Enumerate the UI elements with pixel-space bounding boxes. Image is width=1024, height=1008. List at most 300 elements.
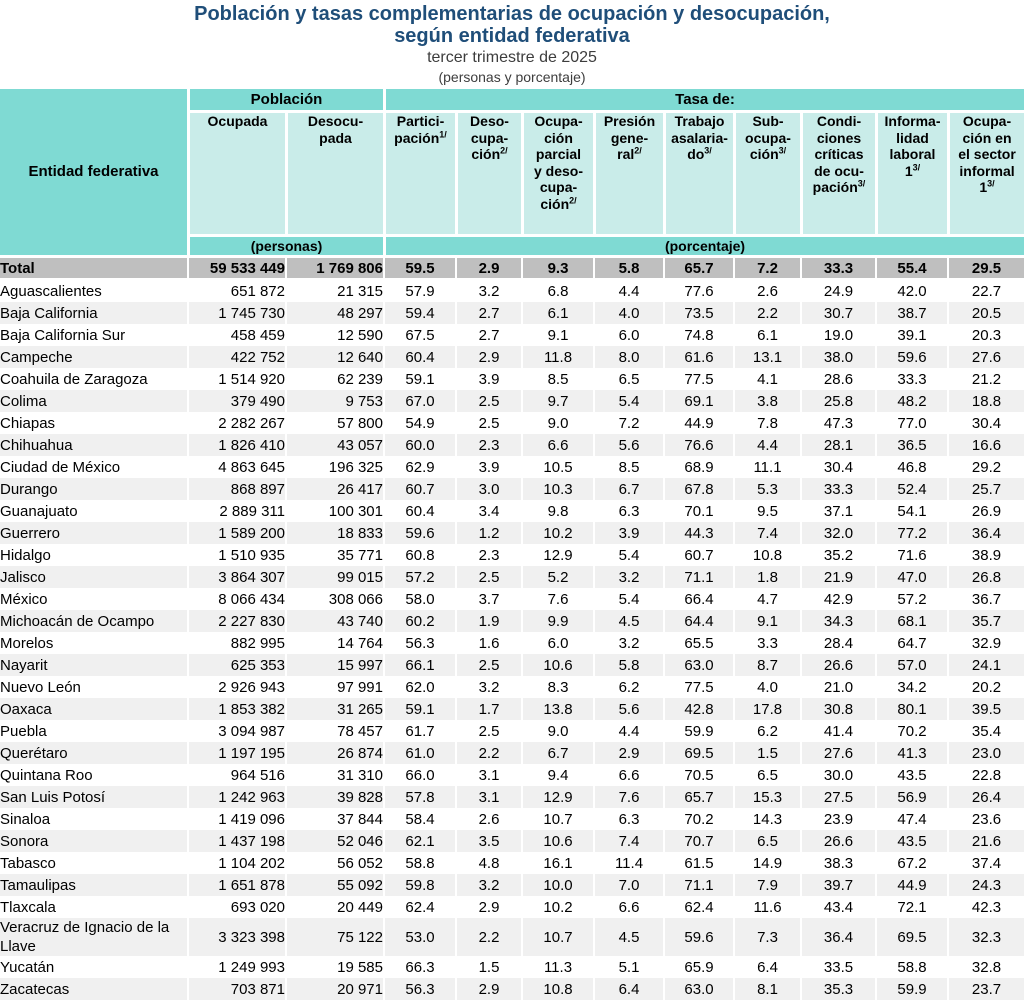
tasa-cell: 4.4: [593, 720, 663, 742]
tasa-cell: 5.8: [593, 654, 663, 676]
entity-cell: San Luis Potosí: [0, 786, 187, 808]
tasa-cell: 34.2: [875, 676, 947, 698]
tasa-cell: 4.7: [733, 588, 800, 610]
tasa-cell: 62.1: [383, 830, 455, 852]
tasa-cell: 10.2: [521, 522, 593, 544]
tasa-cell: 22.8: [947, 764, 1024, 786]
tasa-cell: 18.8: [947, 390, 1024, 412]
tasa-cell: 9.4: [521, 764, 593, 786]
table-row: [0, 544, 1024, 566]
tasa-cell: 10.7: [521, 918, 593, 956]
tasa-cell: 9.7: [521, 390, 593, 412]
desocupada-cell: 308 066: [285, 588, 383, 610]
tasa-cell: 23.7: [947, 978, 1024, 1000]
tasa-cell: 71.1: [663, 874, 733, 896]
tasa-cell: 65.7: [663, 258, 733, 280]
entity-cell: Chihuahua: [0, 434, 187, 456]
tasa-cell: 6.5: [593, 368, 663, 390]
tasa-cell: 7.0: [593, 874, 663, 896]
tasa-cell: 23.9: [800, 808, 875, 830]
tasa-cell: 3.0: [455, 478, 521, 500]
tasa-cell: 54.1: [875, 500, 947, 522]
entity-cell: Durango: [0, 478, 187, 500]
tasa-cell: 58.0: [383, 588, 455, 610]
tasa-cell: 2.6: [455, 808, 521, 830]
tasa-cell: 26.6: [800, 830, 875, 852]
desocupada-cell: 14 764: [285, 632, 383, 654]
tasa-cell: 29.5: [947, 258, 1024, 280]
report-header: [0, 0, 1024, 86]
entity-cell: Veracruz de Ignacio de la Llave: [0, 918, 187, 956]
tasa-cell: 6.1: [733, 324, 800, 346]
entity-cell: Querétaro: [0, 742, 187, 764]
tasa-cell: 11.1: [733, 456, 800, 478]
tasa-cell: 57.0: [875, 654, 947, 676]
ocupada-cell: 2 926 943: [187, 676, 285, 698]
tasa-cell: 6.4: [733, 956, 800, 978]
tasa-cell: 68.9: [663, 456, 733, 478]
report-title-line2: según entidad federativa: [394, 25, 630, 47]
tasa-cell: 11.3: [521, 956, 593, 978]
tasa-cell: 68.1: [875, 610, 947, 632]
table-row: [0, 852, 1024, 874]
tasa-cell: 77.0: [875, 412, 947, 434]
footnote-marker: 3/: [704, 145, 712, 156]
footnote-marker: 2/: [500, 145, 508, 156]
tasa-cell: 33.3: [800, 478, 875, 500]
tasa-cell: 2.7: [455, 302, 521, 324]
tasa-cell: 60.7: [383, 478, 455, 500]
tasa-cell: 4.8: [455, 852, 521, 874]
desocupada-cell: 196 325: [285, 456, 383, 478]
table-row: [0, 324, 1024, 346]
tasa-cell: 21.9: [800, 566, 875, 588]
units-porcentaje: (porcentaje): [383, 237, 1024, 258]
desocupada-cell: 12 640: [285, 346, 383, 368]
table-row: [0, 720, 1024, 742]
tasa-cell: 3.5: [455, 830, 521, 852]
tasa-cell: 6.2: [593, 676, 663, 698]
tasa-cell: 12.9: [521, 544, 593, 566]
tasa-cell: 46.8: [875, 456, 947, 478]
table-row: [0, 302, 1024, 324]
tasa-cell: 33.3: [800, 258, 875, 280]
tasa-cell: 59.6: [875, 346, 947, 368]
footnote-marker: 3/: [857, 178, 866, 189]
tasa-cell: 47.3: [800, 412, 875, 434]
tasa-cell: 48.2: [875, 390, 947, 412]
table-row: [0, 434, 1024, 456]
desocupada-cell: 48 297: [285, 302, 383, 324]
tasa-cell: 9.0: [521, 412, 593, 434]
entity-cell: Campeche: [0, 346, 187, 368]
tasa-cell: 59.6: [663, 918, 733, 956]
tasa-cell: 71.6: [875, 544, 947, 566]
stats-table: [0, 89, 1024, 1000]
tasa-cell: 58.8: [875, 956, 947, 978]
entity-cell: Morelos: [0, 632, 187, 654]
tasa-cell: 9.0: [521, 720, 593, 742]
tasa-cell: 3.2: [593, 632, 663, 654]
entity-header-cell: Entidad federativa: [0, 89, 187, 258]
tasa-cell: 2.9: [455, 896, 521, 918]
tasa-cell: 5.8: [593, 258, 663, 280]
tasa-cell: 62.4: [383, 896, 455, 918]
entity-cell: Oaxaca: [0, 698, 187, 720]
table-row: [0, 654, 1024, 676]
tasa-cell: 8.1: [733, 978, 800, 1000]
tasa-cell: 60.4: [383, 346, 455, 368]
tasa-cell: 42.0: [875, 280, 947, 302]
tasa-cell: 2.5: [455, 390, 521, 412]
tasa-cell: 3.2: [593, 566, 663, 588]
tasa-cell: 54.9: [383, 412, 455, 434]
desocupada-cell: 15 997: [285, 654, 383, 676]
table-row: [0, 786, 1024, 808]
footnote-marker: 3/: [778, 145, 787, 156]
tasa-cell: 4.1: [733, 368, 800, 390]
table-row: [0, 346, 1024, 368]
desocupada-cell: 20 449: [285, 896, 383, 918]
tasa-cell: 3.2: [455, 280, 521, 302]
tasa-cell: 32.8: [947, 956, 1024, 978]
desocupada-cell: 19 585: [285, 956, 383, 978]
tasa-cell: 8.3: [521, 676, 593, 698]
tasa-cell: 42.9: [800, 588, 875, 610]
tasa-cell: 12.9: [521, 786, 593, 808]
ocupada-cell: 1 514 920: [187, 368, 285, 390]
tasa-cell: 10.6: [521, 830, 593, 852]
tasa-cell: 28.6: [800, 368, 875, 390]
entity-cell: Guerrero: [0, 522, 187, 544]
tasa-cell: 66.1: [383, 654, 455, 676]
footnote-marker: 2/: [634, 145, 642, 156]
tasa-cell: 77.5: [663, 676, 733, 698]
entity-cell: Tamaulipas: [0, 874, 187, 896]
tasa-cell: 2.5: [455, 654, 521, 676]
tasa-cell: 6.3: [593, 808, 663, 830]
tasa-cell: 5.4: [593, 390, 663, 412]
column-header: Partici- pación$^{1/}$: [383, 113, 455, 237]
ocupada-cell: 1 510 935: [187, 544, 285, 566]
tasa-cell: 41.3: [875, 742, 947, 764]
tasa-cell: 64.4: [663, 610, 733, 632]
tasa-cell: 1.8: [733, 566, 800, 588]
tasa-cell: 21.2: [947, 368, 1024, 390]
desocupada-cell: 99 015: [285, 566, 383, 588]
tasa-cell: 9.3: [521, 258, 593, 280]
ocupada-cell: 1 104 202: [187, 852, 285, 874]
tasa-cell: 7.2: [733, 258, 800, 280]
tasa-cell: 7.4: [593, 830, 663, 852]
entity-cell: Sonora: [0, 830, 187, 852]
tasa-cell: 38.3: [800, 852, 875, 874]
tasa-cell: 10.3: [521, 478, 593, 500]
tasa-cell: 21.0: [800, 676, 875, 698]
tasa-cell: 10.5: [521, 456, 593, 478]
tasa-cell: 3.2: [455, 874, 521, 896]
tasa-cell: 67.2: [875, 852, 947, 874]
tasa-cell: 4.5: [593, 610, 663, 632]
column-header: Sub- ocupa- ción$^{3/}$: [733, 113, 800, 237]
tasa-cell: 9.1: [733, 610, 800, 632]
tasa-cell: 6.4: [593, 978, 663, 1000]
desocupada-cell: 57 800: [285, 412, 383, 434]
table-row: [0, 456, 1024, 478]
tasa-cell: 2.9: [593, 742, 663, 764]
tasa-cell: 66.4: [663, 588, 733, 610]
tasa-cell: 62.4: [663, 896, 733, 918]
tasa-cell: 56.9: [875, 786, 947, 808]
tasa-cell: 56.3: [383, 978, 455, 1000]
entity-cell: Colima: [0, 390, 187, 412]
tasa-cell: 35.3: [800, 978, 875, 1000]
tasa-cell: 69.1: [663, 390, 733, 412]
tasa-cell: 57.2: [383, 566, 455, 588]
tasa-cell: 3.2: [455, 676, 521, 698]
tasa-cell: 22.7: [947, 280, 1024, 302]
tasa-cell: 2.2: [455, 742, 521, 764]
desocupada-cell: 55 092: [285, 874, 383, 896]
tasa-cell: 26.4: [947, 786, 1024, 808]
table-row: [0, 698, 1024, 720]
units-personas: (personas): [187, 237, 383, 258]
tasa-cell: 7.4: [733, 522, 800, 544]
tasa-cell: 38.9: [947, 544, 1024, 566]
tasa-cell: 4.4: [593, 280, 663, 302]
tasa-cell: 60.7: [663, 544, 733, 566]
tasa-cell: 77.5: [663, 368, 733, 390]
desocupada-cell: 37 844: [285, 808, 383, 830]
tasa-cell: 24.1: [947, 654, 1024, 676]
tasa-cell: 10.0: [521, 874, 593, 896]
tasa-cell: 57.8: [383, 786, 455, 808]
tasa-cell: 2.9: [455, 258, 521, 280]
tasa-cell: 42.8: [663, 698, 733, 720]
tasa-cell: 29.2: [947, 456, 1024, 478]
footnote-marker: 2/: [569, 194, 577, 205]
tasa-cell: 6.1: [521, 302, 593, 324]
tasa-cell: 35.7: [947, 610, 1024, 632]
entity-cell: Total: [0, 258, 187, 280]
tasa-cell: 61.7: [383, 720, 455, 742]
tasa-cell: 2.3: [455, 434, 521, 456]
tasa-cell: 47.0: [875, 566, 947, 588]
tasa-cell: 3.4: [455, 500, 521, 522]
tasa-cell: 9.1: [521, 324, 593, 346]
tasa-cell: 6.5: [733, 830, 800, 852]
table-row: [0, 918, 1024, 956]
tasa-cell: 71.1: [663, 566, 733, 588]
tasa-cell: 1.5: [455, 956, 521, 978]
tasa-cell: 6.6: [593, 764, 663, 786]
column-header: Ocupada: [187, 113, 285, 237]
desocupada-cell: 43 057: [285, 434, 383, 456]
tasa-cell: 6.8: [521, 280, 593, 302]
tasa-cell: 44.3: [663, 522, 733, 544]
ocupada-cell: 703 871: [187, 978, 285, 1000]
tasa-cell: 20.5: [947, 302, 1024, 324]
tasa-cell: 33.5: [800, 956, 875, 978]
tasa-cell: 8.5: [521, 368, 593, 390]
column-header: Condi- ciones críticas de ocu- pación$^{3/}$: [800, 113, 875, 237]
tasa-cell: 5.6: [593, 434, 663, 456]
tasa-cell: 4.5: [593, 918, 663, 956]
tasa-cell: 62.0: [383, 676, 455, 698]
tasa-cell: 7.2: [593, 412, 663, 434]
report-subtitle: tercer trimestre de 2025: [427, 49, 597, 66]
tasa-cell: 39.5: [947, 698, 1024, 720]
desocupada-cell: 35 771: [285, 544, 383, 566]
tasa-cell: 60.8: [383, 544, 455, 566]
tasa-cell: 1.7: [455, 698, 521, 720]
tasa-cell: 1.6: [455, 632, 521, 654]
tasa-cell: 37.1: [800, 500, 875, 522]
tasa-cell: 2.6: [733, 280, 800, 302]
table-body: [0, 258, 1024, 1000]
desocupada-cell: 20 971: [285, 978, 383, 1000]
tasa-cell: 67.0: [383, 390, 455, 412]
tasa-cell: 9.8: [521, 500, 593, 522]
desocupada-cell: 26 417: [285, 478, 383, 500]
desocupada-cell: 75 122: [285, 918, 383, 956]
tasa-cell: 10.7: [521, 808, 593, 830]
tasa-cell: 8.7: [733, 654, 800, 676]
tasa-cell: 23.6: [947, 808, 1024, 830]
tasa-cell: 39.1: [875, 324, 947, 346]
tasa-cell: 11.8: [521, 346, 593, 368]
table-row: [0, 566, 1024, 588]
tasa-cell: 53.0: [383, 918, 455, 956]
tasa-cell: 73.5: [663, 302, 733, 324]
tasa-group-header: Tasa de:: [383, 89, 1024, 113]
tasa-cell: 27.6: [947, 346, 1024, 368]
column-header: Presión gene- ral$^{2/}$: [593, 113, 663, 237]
column-header: Deso- cupa- ción$^{2/}$: [455, 113, 521, 237]
ocupada-cell: 2 227 830: [187, 610, 285, 632]
tasa-cell: 44.9: [663, 412, 733, 434]
table-row: [0, 522, 1024, 544]
ocupada-cell: 964 516: [187, 764, 285, 786]
tasa-cell: 5.3: [733, 478, 800, 500]
tasa-cell: 4.0: [593, 302, 663, 324]
tasa-cell: 35.2: [800, 544, 875, 566]
tasa-cell: 3.3: [733, 632, 800, 654]
entity-cell: Baja California: [0, 302, 187, 324]
tasa-cell: 36.4: [800, 918, 875, 956]
tasa-cell: 9.9: [521, 610, 593, 632]
ocupada-cell: 1 745 730: [187, 302, 285, 324]
tasa-cell: 5.6: [593, 698, 663, 720]
tasa-cell: 10.6: [521, 654, 593, 676]
entity-cell: Ciudad de México: [0, 456, 187, 478]
tasa-cell: 5.4: [593, 544, 663, 566]
tasa-cell: 32.9: [947, 632, 1024, 654]
ocupada-cell: 1 826 410: [187, 434, 285, 456]
tasa-cell: 60.4: [383, 500, 455, 522]
ocupada-cell: 1 419 096: [187, 808, 285, 830]
ocupada-cell: 1 651 878: [187, 874, 285, 896]
total-row: [0, 258, 1024, 280]
tasa-cell: 30.8: [800, 698, 875, 720]
tasa-cell: 59.1: [383, 698, 455, 720]
entity-cell: Chiapas: [0, 412, 187, 434]
ocupada-cell: 1 853 382: [187, 698, 285, 720]
tasa-cell: 8.5: [593, 456, 663, 478]
poblacion-group-header: Población: [187, 89, 383, 113]
entity-cell: Zacatecas: [0, 978, 187, 1000]
entity-cell: Baja California Sur: [0, 324, 187, 346]
tasa-cell: 3.8: [733, 390, 800, 412]
tasa-cell: 14.3: [733, 808, 800, 830]
tasa-cell: 43.5: [875, 764, 947, 786]
tasa-cell: 17.8: [733, 698, 800, 720]
desocupada-cell: 52 046: [285, 830, 383, 852]
table-row: [0, 830, 1024, 852]
tasa-cell: 20.3: [947, 324, 1024, 346]
table-row: [0, 478, 1024, 500]
entity-cell: Quintana Roo: [0, 764, 187, 786]
tasa-cell: 26.9: [947, 500, 1024, 522]
tasa-cell: 24.9: [800, 280, 875, 302]
column-header: Ocupa- ción en el sector informal $1^{3/}$: [947, 113, 1024, 237]
tasa-cell: 67.8: [663, 478, 733, 500]
desocupada-cell: 78 457: [285, 720, 383, 742]
tasa-cell: 39.7: [800, 874, 875, 896]
ocupada-cell: 4 863 645: [187, 456, 285, 478]
tasa-cell: 60.0: [383, 434, 455, 456]
tasa-cell: 32.0: [800, 522, 875, 544]
ocupada-cell: 3 864 307: [187, 566, 285, 588]
tasa-cell: 56.3: [383, 632, 455, 654]
tasa-cell: 6.7: [521, 742, 593, 764]
desocupada-cell: 43 740: [285, 610, 383, 632]
tasa-cell: 69.5: [875, 918, 947, 956]
ocupada-cell: 8 066 434: [187, 588, 285, 610]
tasa-cell: 76.6: [663, 434, 733, 456]
tasa-cell: 66.0: [383, 764, 455, 786]
tasa-cell: 35.4: [947, 720, 1024, 742]
desocupada-cell: 9 753: [285, 390, 383, 412]
tasa-cell: 65.7: [663, 786, 733, 808]
entity-cell: Coahuila de Zaragoza: [0, 368, 187, 390]
tasa-cell: 2.5: [455, 566, 521, 588]
tasa-cell: 2.9: [455, 346, 521, 368]
entity-cell: Hidalgo: [0, 544, 187, 566]
tasa-cell: 62.9: [383, 456, 455, 478]
desocupada-cell: 12 590: [285, 324, 383, 346]
tasa-cell: 64.7: [875, 632, 947, 654]
tasa-cell: 3.9: [593, 522, 663, 544]
tasa-cell: 2.7: [455, 324, 521, 346]
entity-cell: Sinaloa: [0, 808, 187, 830]
tasa-cell: 36.7: [947, 588, 1024, 610]
ocupada-cell: 422 752: [187, 346, 285, 368]
footnote-marker: 1/: [439, 128, 447, 139]
ocupada-cell: 1 242 963: [187, 786, 285, 808]
tasa-cell: 63.0: [663, 978, 733, 1000]
column-header: Ocupa- ción parcial y deso- cupa- ción$^{2/}$: [521, 113, 593, 237]
tasa-cell: 20.2: [947, 676, 1024, 698]
tasa-cell: 19.0: [800, 324, 875, 346]
tasa-cell: 36.4: [947, 522, 1024, 544]
tasa-cell: 63.0: [663, 654, 733, 676]
tasa-cell: 4.4: [733, 434, 800, 456]
tasa-cell: 23.0: [947, 742, 1024, 764]
tasa-cell: 59.6: [383, 522, 455, 544]
tasa-cell: 59.5: [383, 258, 455, 280]
entity-cell: Jalisco: [0, 566, 187, 588]
